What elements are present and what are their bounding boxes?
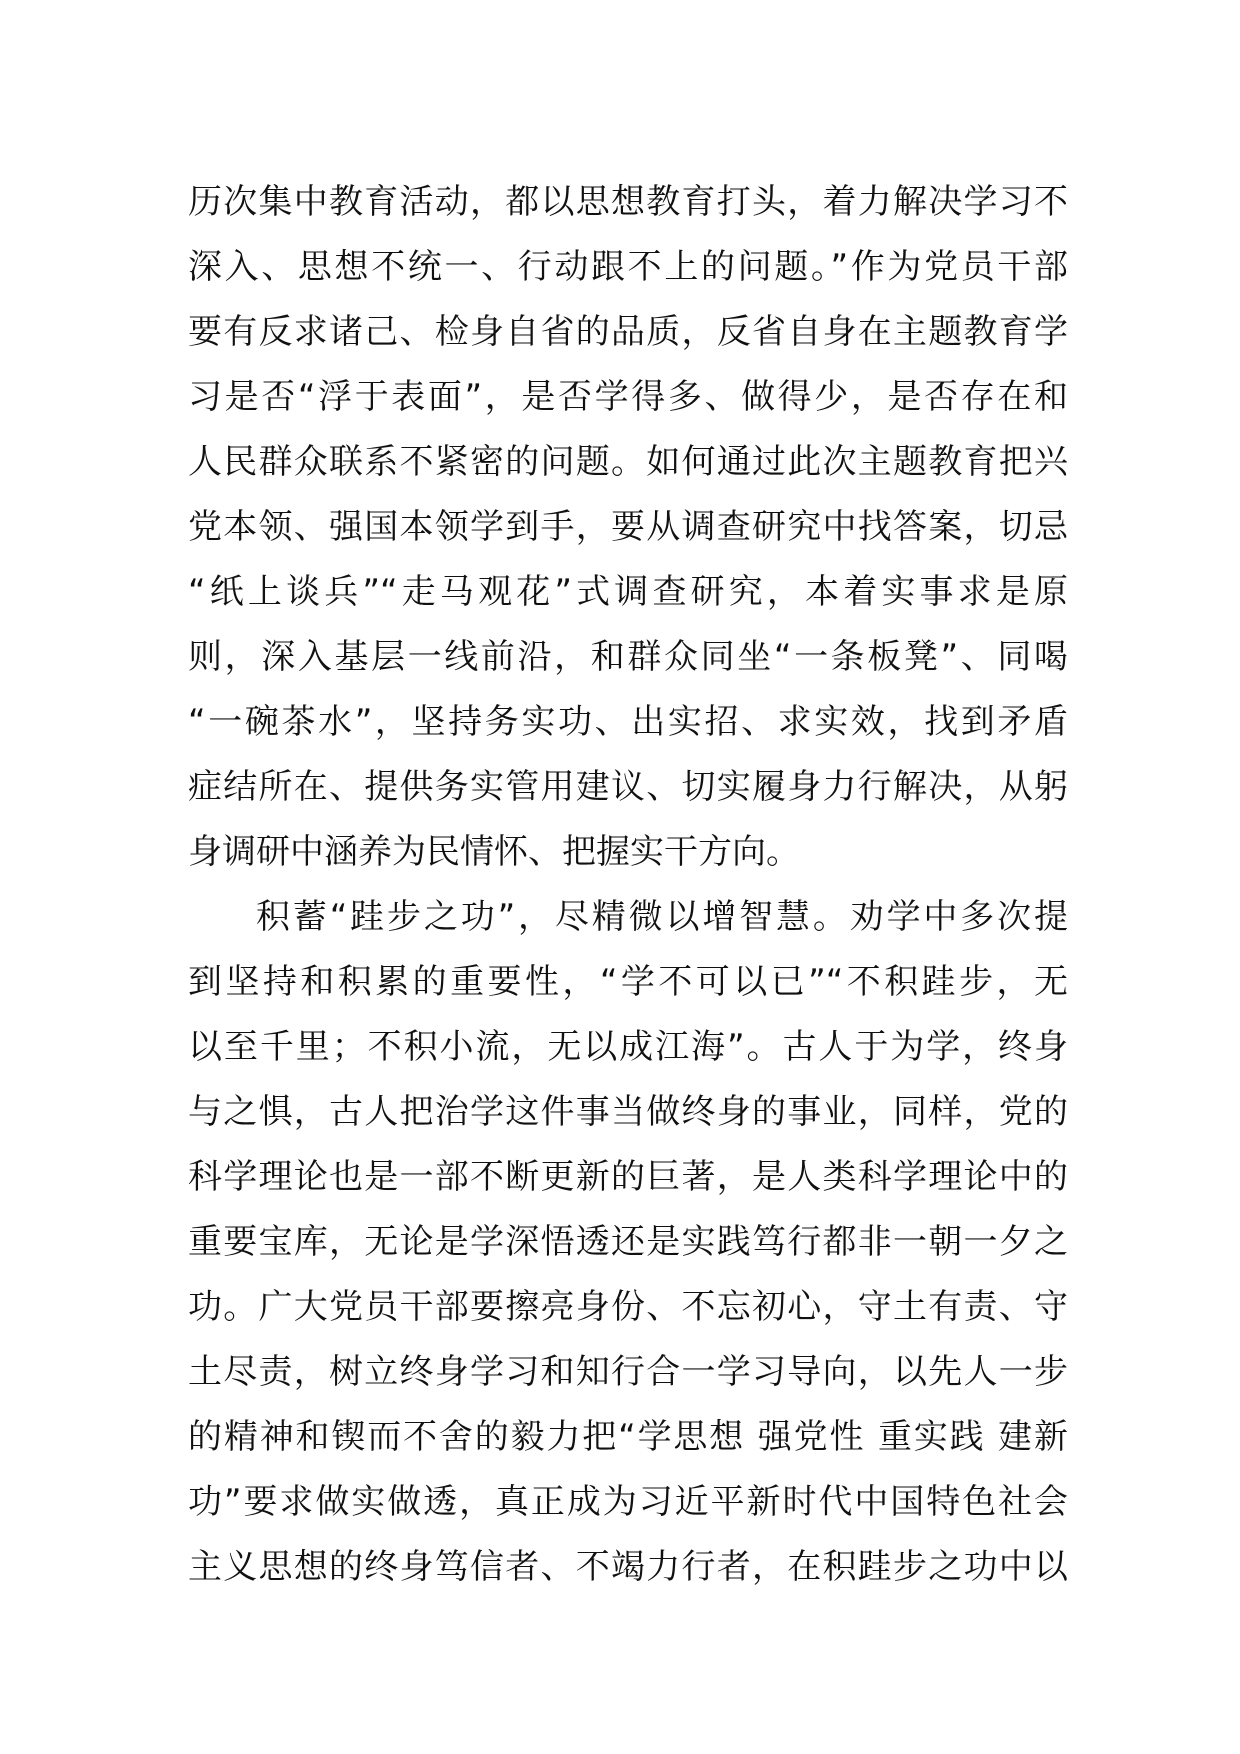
text-line: 习是否“浮于表面”，是否学得多、做得少，是否存在和 [188, 377, 1068, 417]
text-line: 到坚持和积累的重要性，“学不可以已”“不积跬步，无 [188, 962, 1068, 1002]
text-line: 主义思想的终身笃信者、不竭力行者，在积跬步之功中以 [188, 1547, 1068, 1587]
text-line: 要有反求诸己、检身自省的品质，反省自身在主题教育学 [188, 312, 1068, 352]
text-line: 党本领、强国本领学到手，要从调查研究中找答案，切忌 [188, 507, 1068, 547]
text-line: 人民群众联系不紧密的问题。如何通过此次主题教育把兴 [188, 442, 1068, 482]
text-line: “一碗茶水”，坚持务实功、出实招、求实效，找到矛盾 [188, 702, 1068, 742]
text-line: 深入、思想不统一、行动跟不上的问题。”作为党员干部 [188, 247, 1068, 287]
text-line: 科学理论也是一部不断更新的巨著，是人类科学理论中的 [188, 1157, 1068, 1197]
text-line: 土尽责，树立终身学习和知行合一学习导向，以先人一步 [188, 1352, 1068, 1392]
text-line: 以至千里；不积小流，无以成江海”。古人于为学，终身 [188, 1027, 1068, 1067]
text-line: 症结所在、提供务实管用建议、切实履身力行解决，从躬 [188, 767, 1068, 807]
paragraph-jibu [188, 885, 1068, 1600]
text-line: 历次集中教育活动，都以思想教育打头，着力解决学习不 [188, 182, 1068, 222]
text-line: 的精神和锲而不舍的毅力把“学思想 强党性 重实践 建新 [188, 1417, 1068, 1457]
text-line: 功。广大党员干部要擦亮身份、不忘初心，守土有责、守 [188, 1287, 1068, 1327]
text-line: 重要宝库，无论是学深悟透还是实践笃行都非一朝一夕之 [188, 1222, 1068, 1262]
text-line: “纸上谈兵”“走马观花”式调查研究，本着实事求是原 [188, 572, 1068, 612]
text-line: 则，深入基层一线前沿，和群众同坐“一条板凳”、同喝 [188, 637, 1068, 677]
text-line: 积蓄“跬步之功”，尽精微以增智慧。劝学中多次提 [256, 897, 1068, 937]
text-line: 功”要求做实做透，真正成为习近平新时代中国特色社会 [188, 1482, 1068, 1522]
text-line: 身调研中涵养为民情怀、把握实干方向。 [188, 832, 800, 872]
body-text [188, 170, 1068, 1600]
text-line: 与之惧，古人把治学这件事当做终身的事业，同样，党的 [188, 1092, 1068, 1132]
paragraph-continued [188, 170, 1068, 885]
